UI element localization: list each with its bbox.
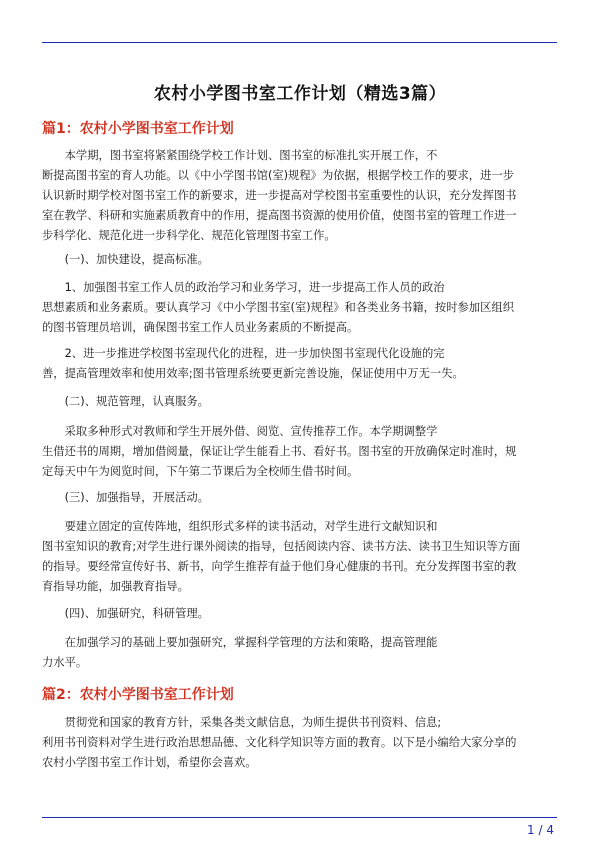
text-line: 步科学化、规范化进一步科学化、规范化管理图书室工作。 <box>42 229 336 242</box>
text-line: 认识新时期学校对图书室工作的新要求，进一步提高对学校图书室重要性的认识，充分发挥图书 <box>42 189 517 202</box>
section-heading-2: 篇2：农村小学图书室工作计划 <box>42 687 234 703</box>
text-line: 本学期，图书室将紧紧围绕学校工作计划、图书室的标准扎实开展工作，不 <box>42 149 438 162</box>
text-line: 的指导。要经常宣传好书、新书，向学生推荐有益于他们身心健康的书刊。充分发挥图书室的教 <box>42 560 517 573</box>
text-line: 善，提高管理效率和使用效率;图书管理系统要更新完善设施，保证使用中万无一失。 <box>42 367 464 380</box>
text-line: 的图书管理员培训，确保图书室工作人员业务素质的不断提高。 <box>42 321 359 334</box>
section2-paragraph-1 <box>42 713 557 773</box>
text-line: 图书室知识的教育;对学生进行课外阅读的指导，包括阅读内容、读书方法、读书卫生知识等方面 <box>42 540 521 553</box>
text-line: 室在教学、科研和实施素质教育中的作用，提高图书资源的使用价值，使图书室的管理工作进一 <box>42 209 517 222</box>
text-line: 利用书刊资料对学生进行政治思想品德、文化科学知识等方面的教育。以下是小编给大家分享的 <box>42 736 517 749</box>
paragraph-3 <box>42 422 557 482</box>
text-line: 力水平。 <box>42 656 88 669</box>
text-line: 在加强学习的基础上要加强研究，掌握科学管理的方法和策略，提高管理能 <box>42 636 438 649</box>
text-line: 生借还书的周期，增加借阅量，保证让学生能看上书、看好书。图书室的开放确保定时准时，规 <box>42 445 517 458</box>
text-line: 2、进一步推进学校图书室现代化的进程，进一步加快图书室现代化设施的完 <box>42 347 445 360</box>
section-heading-1: 篇1：农村小学图书室工作计划 <box>42 121 234 137</box>
text-line: 断提高图书室的育人功能。以《中小学图书馆(室)规程》为依据，根据学校工作的要求，进一步 <box>42 169 514 182</box>
text-line: 育指导功能，加强教育指导。 <box>42 580 189 593</box>
text-line: 贯彻党和国家的教育方针，采集各类文献信息，为师生提供书刊资料、信息; <box>42 716 442 729</box>
intro-paragraph <box>42 146 557 246</box>
page-number: 1 / 4 <box>527 823 554 837</box>
text-line: 采取多种形式对教师和学生开展外借、阅览、宣传推荐工作。本学期调整学 <box>42 425 438 438</box>
text-line: 思想素质和业务素质。要认真学习《中小学图书室(室)规程》和各类业务书籍，按时参加区组织 <box>42 301 514 314</box>
subheading-3: (三)、加强指导，开展活动。 <box>42 491 209 504</box>
text-line: 定每天中午为阅览时间，下午第二节课后为全校师生借书时间。 <box>42 465 359 478</box>
text-line: 要建立固定的宣传阵地，组织形式多样的读书活动，对学生进行文献知识和 <box>42 520 438 533</box>
subheading-1: (一)、加快建设，提高标准。 <box>42 253 209 266</box>
page-title: 农村小学图书室工作计划（精选3篇） <box>153 84 447 104</box>
paragraph-4 <box>42 517 557 597</box>
text-line: 农村小学图书室工作计划，希望你会喜欢。 <box>42 756 257 769</box>
text-line: 1、加强图书室工作人员的政治学习和业务学习，进一步提高工作人员的政治 <box>42 281 445 294</box>
paragraph-1 <box>42 278 557 338</box>
paragraph-2 <box>42 344 557 384</box>
bottom-divider <box>42 817 557 818</box>
paragraph-5 <box>42 633 557 673</box>
subheading-2: (二)、规范管理，认真服务。 <box>42 395 209 408</box>
top-divider <box>42 42 557 43</box>
subheading-4: (四)、加强研究，科研管理。 <box>42 607 209 620</box>
